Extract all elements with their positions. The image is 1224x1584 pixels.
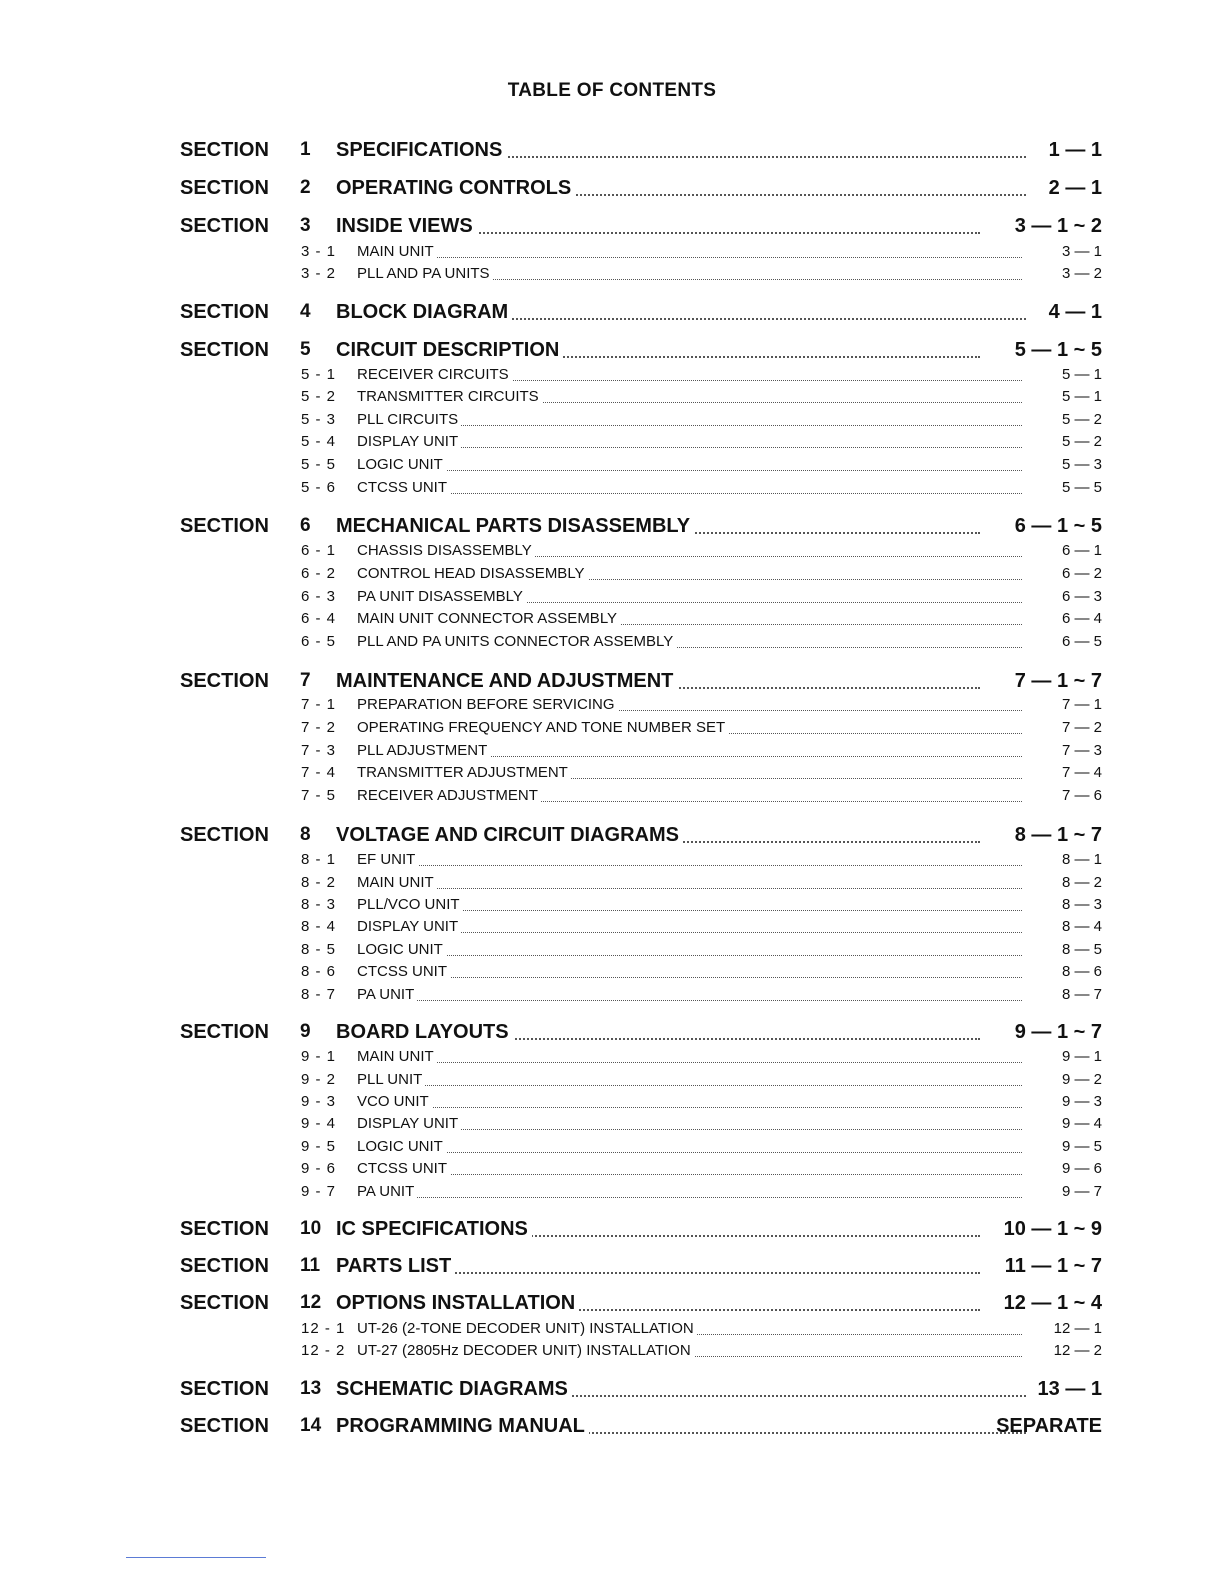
section-label: SECTION <box>180 1378 269 1400</box>
subsection-number: 8 - 5 <box>301 941 337 958</box>
subsection-page: 9 — 5 <box>1061 1138 1102 1155</box>
subsection-page: 8 — 4 <box>1061 918 1102 935</box>
subsection-page: 6 — 2 <box>1061 565 1102 582</box>
subsection-row <box>0 1070 1224 1090</box>
section-number: 13 <box>300 1378 322 1399</box>
subsection-row <box>0 985 1224 1005</box>
section-page: SEPARATE <box>996 1415 1102 1437</box>
subsection-number: 9 - 1 <box>301 1048 337 1065</box>
section-number: 8 <box>300 824 311 845</box>
subsection-number: 12 - 1 <box>301 1320 346 1337</box>
subsection-number: 5 - 5 <box>301 456 337 473</box>
section-row <box>0 138 1224 162</box>
dot-leader <box>357 974 1022 978</box>
section-row <box>0 1414 1224 1438</box>
subsection-page: 6 — 1 <box>1061 542 1102 559</box>
subsection-row <box>0 609 1224 629</box>
subsection-title: PA UNIT <box>357 1182 417 1202</box>
subsection-row <box>0 1319 1224 1339</box>
subsection-number: 6 - 5 <box>301 633 337 650</box>
subsection-number: 8 - 2 <box>301 874 337 891</box>
subsection-number: 5 - 3 <box>301 411 337 428</box>
subsection-page: 8 — 6 <box>1061 963 1102 980</box>
subsection-row <box>0 1137 1224 1157</box>
subsection-page: 5 — 1 <box>1061 366 1102 383</box>
subsection-number: 6 - 2 <box>301 565 337 582</box>
subsection-number: 6 - 4 <box>301 610 337 627</box>
subsection-title: CTCSS UNIT <box>357 478 450 498</box>
section-page: 11 — 1 ~ 7 <box>1004 1255 1102 1277</box>
subsection-title: MAIN UNIT <box>357 242 437 262</box>
section-title: PROGRAMMING MANUAL <box>336 1414 589 1438</box>
subsection-number: 7 - 2 <box>301 719 337 736</box>
section-row <box>0 176 1224 200</box>
subsection-page: 3 — 1 <box>1061 243 1102 260</box>
subsection-title: PLL CIRCUITS <box>357 410 461 430</box>
subsection-title: LOGIC UNIT <box>357 455 446 475</box>
section-row <box>0 1020 1224 1044</box>
subsection-title: PLL ADJUSTMENT <box>357 741 490 761</box>
subsection-number: 6 - 1 <box>301 542 337 559</box>
section-page: 5 — 1 ~ 5 <box>1014 339 1102 361</box>
section-page: 2 — 1 <box>1048 177 1102 199</box>
subsection-title: DISPLAY UNIT <box>357 432 461 452</box>
subsection-number: 9 - 4 <box>301 1115 337 1132</box>
subsection-number: 7 - 4 <box>301 764 337 781</box>
section-page: 3 — 1 ~ 2 <box>1014 215 1102 237</box>
section-row <box>0 1377 1224 1401</box>
section-title: BOARD LAYOUTS <box>336 1020 513 1044</box>
subsection-title: CHASSIS DISASSEMBLY <box>357 541 535 561</box>
section-number: 2 <box>300 177 311 198</box>
dot-leader <box>357 1104 1022 1108</box>
subsection-title: PA UNIT DISASSEMBLY <box>357 587 526 607</box>
subsection-page: 12 — 1 <box>1053 1320 1102 1337</box>
subsection-page: 8 — 1 <box>1061 851 1102 868</box>
section-row <box>0 1291 1224 1315</box>
subsection-number: 9 - 5 <box>301 1138 337 1155</box>
section-number: 12 <box>300 1292 322 1313</box>
subsection-title: RECEIVER CIRCUITS <box>357 365 512 385</box>
subsection-title: TRANSMITTER ADJUSTMENT <box>357 763 571 783</box>
subsection-row <box>0 1159 1224 1179</box>
subsection-page: 3 — 2 <box>1061 265 1102 282</box>
subsection-title: UT-27 (2805Hz DECODER UNIT) INSTALLATION <box>357 1341 694 1361</box>
subsection-page: 6 — 4 <box>1061 610 1102 627</box>
subsection-row <box>0 741 1224 761</box>
subsection-page: 7 — 4 <box>1061 764 1102 781</box>
subsection-row <box>0 940 1224 960</box>
subsection-page: 6 — 5 <box>1061 633 1102 650</box>
dot-leader <box>357 1082 1022 1086</box>
subsection-row <box>0 917 1224 937</box>
subsection-row <box>0 410 1224 430</box>
subsection-row <box>0 763 1224 783</box>
subsection-row <box>0 786 1224 806</box>
subsection-page: 5 — 2 <box>1061 433 1102 450</box>
subsection-row <box>0 387 1224 407</box>
subsection-row <box>0 1047 1224 1067</box>
section-number: 14 <box>300 1415 322 1436</box>
subsection-number: 7 - 5 <box>301 787 337 804</box>
subsection-title: RECEIVER ADJUSTMENT <box>357 786 541 806</box>
section-title: IC SPECIFICATIONS <box>336 1217 532 1241</box>
section-title: PARTS LIST <box>336 1254 455 1278</box>
subsection-number: 12 - 2 <box>301 1342 346 1359</box>
subsection-number: 8 - 7 <box>301 986 337 1003</box>
subsection-row <box>0 242 1224 262</box>
section-number: 9 <box>300 1021 311 1042</box>
subsection-page: 6 — 3 <box>1061 588 1102 605</box>
subsection-row <box>0 1182 1224 1202</box>
section-row <box>0 1254 1224 1278</box>
section-page: 9 — 1 ~ 7 <box>1014 1021 1102 1043</box>
section-title: CIRCUIT DESCRIPTION <box>336 338 563 362</box>
section-title: OPTIONS INSTALLATION <box>336 1291 579 1315</box>
section-number: 3 <box>300 215 311 236</box>
subsection-title: CTCSS UNIT <box>357 962 450 982</box>
section-label: SECTION <box>180 1292 269 1314</box>
section-number: 4 <box>300 301 311 322</box>
subsection-number: 9 - 3 <box>301 1093 337 1110</box>
dot-leader <box>357 1171 1022 1175</box>
section-title: VOLTAGE AND CIRCUIT DIAGRAMS <box>336 823 683 847</box>
section-number: 5 <box>300 339 311 360</box>
section-page: 8 — 1 ~ 7 <box>1014 824 1102 846</box>
subsection-row <box>0 478 1224 498</box>
footer-rule <box>126 1557 266 1558</box>
subsection-title: CTCSS UNIT <box>357 1159 450 1179</box>
dot-leader <box>357 490 1022 494</box>
section-label: SECTION <box>180 1255 269 1277</box>
section-row <box>0 823 1224 847</box>
section-label: SECTION <box>180 301 269 323</box>
dot-leader <box>357 1059 1022 1063</box>
dot-leader <box>357 885 1022 889</box>
subsection-page: 5 — 2 <box>1061 411 1102 428</box>
subsection-row <box>0 541 1224 561</box>
subsection-page: 5 — 3 <box>1061 456 1102 473</box>
section-row <box>0 300 1224 324</box>
subsection-number: 8 - 6 <box>301 963 337 980</box>
section-number: 11 <box>300 1255 321 1276</box>
section-number: 7 <box>300 670 311 691</box>
subsection-title: OPERATING FREQUENCY AND TONE NUMBER SET <box>357 718 728 738</box>
subsection-title: MAIN UNIT <box>357 873 437 893</box>
subsection-number: 5 - 6 <box>301 479 337 496</box>
dot-leader <box>357 862 1022 866</box>
subsection-row <box>0 587 1224 607</box>
subsection-number: 5 - 2 <box>301 388 337 405</box>
section-label: SECTION <box>180 515 269 537</box>
dot-leader <box>357 997 1022 1001</box>
section-page: 6 — 1 ~ 5 <box>1014 515 1102 537</box>
subsection-title: UT-26 (2-TONE DECODER UNIT) INSTALLATION <box>357 1319 697 1339</box>
section-label: SECTION <box>180 177 269 199</box>
section-title: BLOCK DIAGRAM <box>336 300 512 324</box>
subsection-title: PA UNIT <box>357 985 417 1005</box>
section-page: 1 — 1 <box>1048 139 1102 161</box>
subsection-title: PLL AND PA UNITS <box>357 264 493 284</box>
subsection-title: DISPLAY UNIT <box>357 917 461 937</box>
section-title: INSIDE VIEWS <box>336 214 477 238</box>
subsection-page: 7 — 3 <box>1061 742 1102 759</box>
subsection-page: 12 — 2 <box>1053 1342 1102 1359</box>
section-number: 10 <box>300 1218 322 1239</box>
section-page: 10 — 1 ~ 9 <box>1003 1218 1102 1240</box>
section-page: 13 — 1 <box>1037 1378 1102 1400</box>
subsection-number: 5 - 4 <box>301 433 337 450</box>
subsection-page: 9 — 3 <box>1061 1093 1102 1110</box>
subsection-title: PLL/VCO UNIT <box>357 895 463 915</box>
dot-leader <box>357 1194 1022 1198</box>
dot-leader <box>357 952 1022 956</box>
subsection-title: PREPARATION BEFORE SERVICING <box>357 695 618 715</box>
section-label: SECTION <box>180 339 269 361</box>
subsection-number: 7 - 1 <box>301 696 337 713</box>
subsection-page: 9 — 2 <box>1061 1071 1102 1088</box>
subsection-page: 8 — 7 <box>1061 986 1102 1003</box>
subsection-row <box>0 432 1224 452</box>
subsection-page: 8 — 5 <box>1061 941 1102 958</box>
section-title: MECHANICAL PARTS DISASSEMBLY <box>336 514 694 538</box>
section-number: 6 <box>300 515 311 536</box>
dot-leader <box>357 1149 1022 1153</box>
subsection-row <box>0 873 1224 893</box>
subsection-title: TRANSMITTER CIRCUITS <box>357 387 542 407</box>
page-title: TABLE OF CONTENTS <box>507 80 717 101</box>
subsection-title: CONTROL HEAD DISASSEMBLY <box>357 564 588 584</box>
subsection-title: PLL UNIT <box>357 1070 425 1090</box>
subsection-page: 8 — 3 <box>1061 896 1102 913</box>
subsection-row <box>0 264 1224 284</box>
subsection-page: 5 — 1 <box>1061 388 1102 405</box>
subsection-page: 7 — 6 <box>1061 787 1102 804</box>
subsection-number: 9 - 2 <box>301 1071 337 1088</box>
section-label: SECTION <box>180 1021 269 1043</box>
subsection-title: DISPLAY UNIT <box>357 1114 461 1134</box>
section-title: SPECIFICATIONS <box>336 138 506 162</box>
section-title: MAINTENANCE AND ADJUSTMENT <box>336 669 677 693</box>
section-label: SECTION <box>180 139 269 161</box>
dot-leader <box>357 254 1022 258</box>
subsection-number: 8 - 3 <box>301 896 337 913</box>
subsection-title: LOGIC UNIT <box>357 1137 446 1157</box>
section-page: 12 — 1 ~ 4 <box>1003 1292 1102 1314</box>
dot-leader <box>357 467 1022 471</box>
subsection-row <box>0 895 1224 915</box>
section-label: SECTION <box>180 1415 269 1437</box>
subsection-title: PLL AND PA UNITS CONNECTOR ASSEMBLY <box>357 632 676 652</box>
section-label: SECTION <box>180 670 269 692</box>
subsection-row <box>0 850 1224 870</box>
subsection-number: 8 - 4 <box>301 918 337 935</box>
section-row <box>0 338 1224 362</box>
subsection-page: 8 — 2 <box>1061 874 1102 891</box>
subsection-row <box>0 962 1224 982</box>
section-number: 1 <box>300 139 311 160</box>
subsection-title: LOGIC UNIT <box>357 940 446 960</box>
subsection-page: 9 — 7 <box>1061 1183 1102 1200</box>
subsection-number: 9 - 7 <box>301 1183 337 1200</box>
subsection-number: 8 - 1 <box>301 851 337 868</box>
subsection-row <box>0 718 1224 738</box>
subsection-number: 7 - 3 <box>301 742 337 759</box>
section-label: SECTION <box>180 824 269 846</box>
subsection-row <box>0 632 1224 652</box>
section-row <box>0 1217 1224 1241</box>
subsection-row <box>0 1341 1224 1361</box>
section-row <box>0 514 1224 538</box>
subsection-number: 6 - 3 <box>301 588 337 605</box>
subsection-number: 3 - 1 <box>301 243 337 260</box>
subsection-title: VCO UNIT <box>357 1092 432 1112</box>
subsection-row <box>0 1092 1224 1112</box>
subsection-row <box>0 365 1224 385</box>
section-page: 4 — 1 <box>1048 301 1102 323</box>
subsection-number: 5 - 1 <box>301 366 337 383</box>
section-title: SCHEMATIC DIAGRAMS <box>336 1377 572 1401</box>
section-title: OPERATING CONTROLS <box>336 176 575 200</box>
section-row <box>0 669 1224 693</box>
subsection-page: 5 — 5 <box>1061 479 1102 496</box>
section-label: SECTION <box>180 1218 269 1240</box>
subsection-title: MAIN UNIT CONNECTOR ASSEMBLY <box>357 609 620 629</box>
subsection-page: 7 — 1 <box>1061 696 1102 713</box>
subsection-title: EF UNIT <box>357 850 418 870</box>
subsection-row <box>0 564 1224 584</box>
subsection-row <box>0 1114 1224 1134</box>
subsection-page: 9 — 4 <box>1061 1115 1102 1132</box>
subsection-page: 9 — 1 <box>1061 1048 1102 1065</box>
section-row <box>0 214 1224 238</box>
section-label: SECTION <box>180 215 269 237</box>
subsection-row <box>0 695 1224 715</box>
subsection-row <box>0 455 1224 475</box>
subsection-page: 9 — 6 <box>1061 1160 1102 1177</box>
subsection-number: 3 - 2 <box>301 265 337 282</box>
subsection-title: MAIN UNIT <box>357 1047 437 1067</box>
section-page: 7 — 1 ~ 7 <box>1014 670 1102 692</box>
subsection-page: 7 — 2 <box>1061 719 1102 736</box>
subsection-number: 9 - 6 <box>301 1160 337 1177</box>
